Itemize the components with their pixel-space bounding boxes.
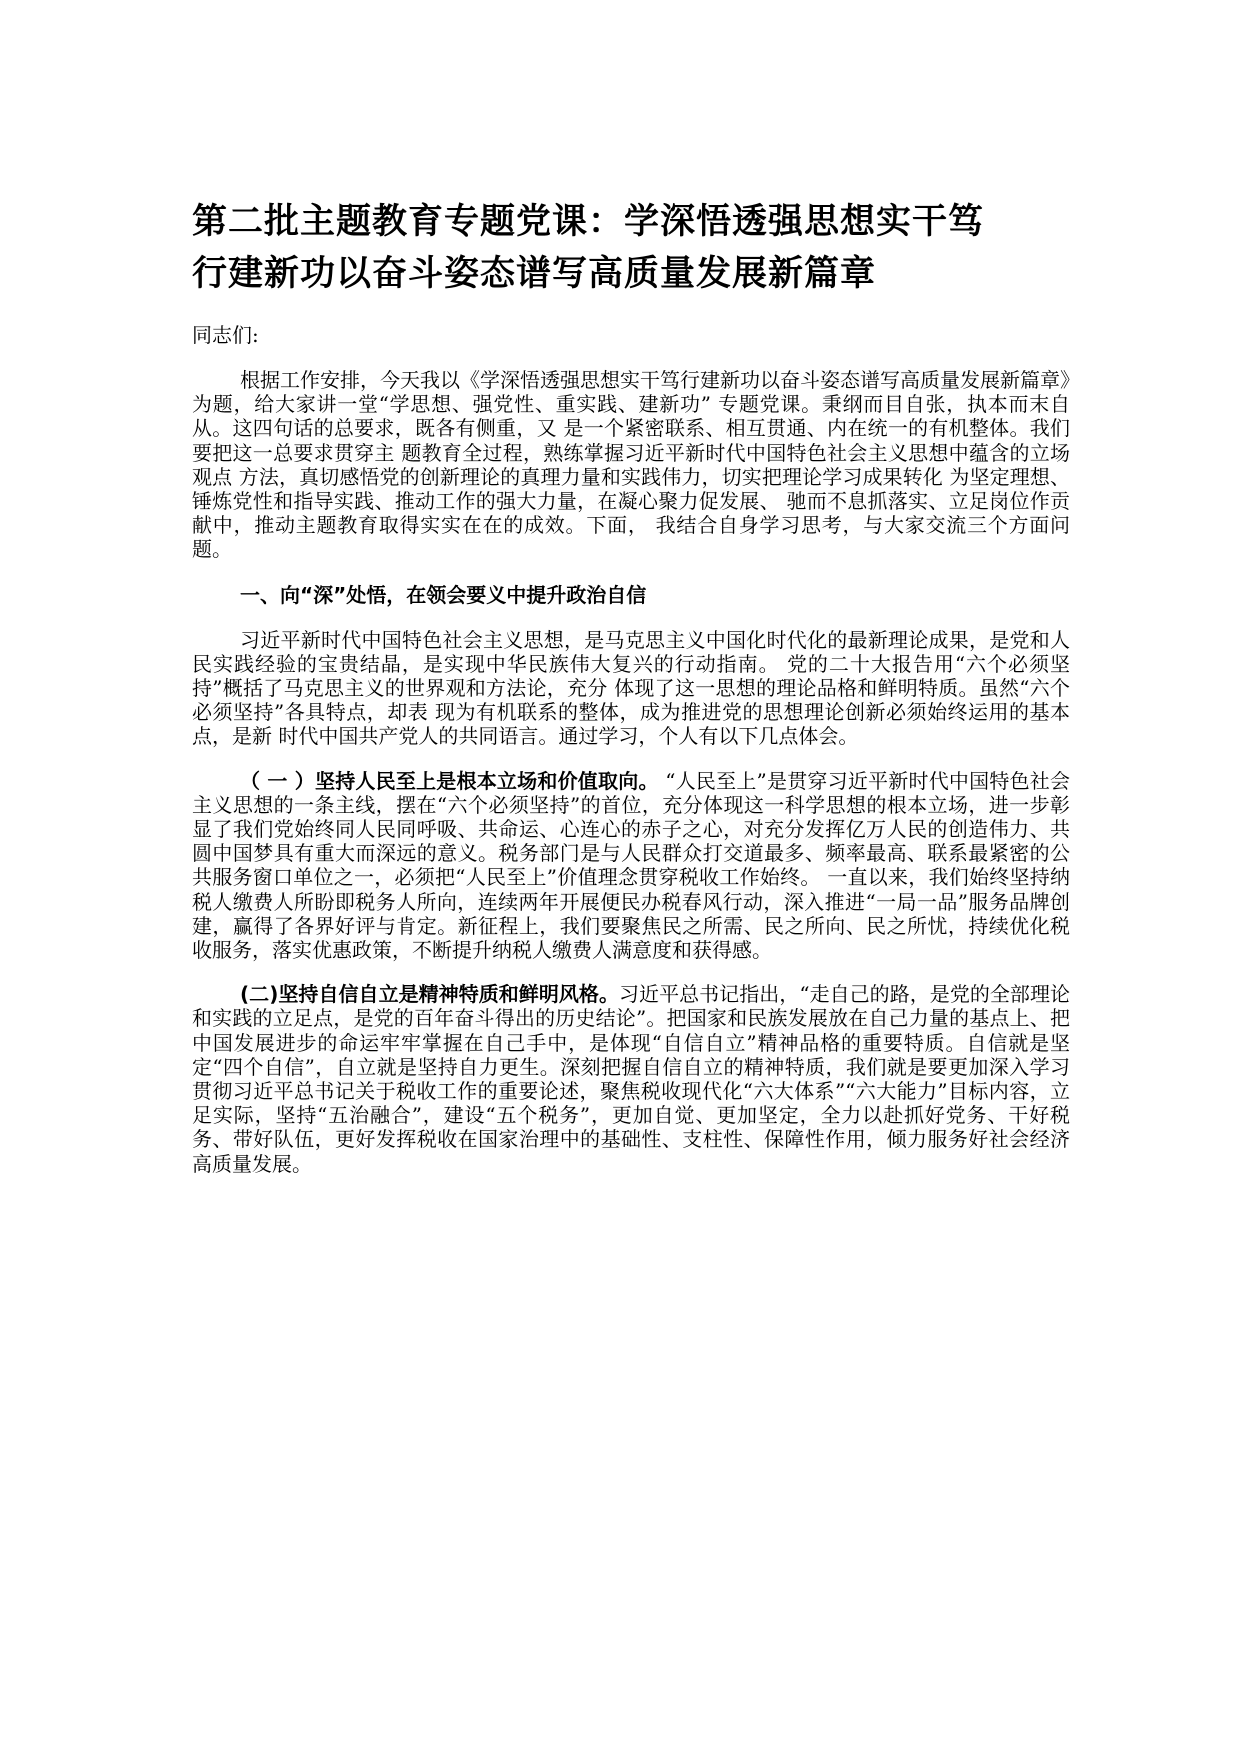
document-page xyxy=(192,196,1070,1176)
point-1-body: “人民至上”是贯穿习近平新时代中国特色社会主义思想的一条主线，摆在“六个必须坚持”的首位，充分体现这一科学思想的根本立场，进一步彰显了我们党始终同人民同呼吸、共命运、心连心的赤子之心，对充分发挥亿万人民的创造伟力、共圆中国梦具有重大而深远的意义。税务部门是与人民群众打交道最多、频率最高、联系最紧密的公共服务窗口单位之一，必须把“人民至上”价值理念贯穿税收工作始终。 一直以来，我们始终坚持纳税人缴费人所盼即税务人所向，连续两年开展便民办税春风行动，深入推进“一局一品”服务品牌创建，赢得了各界好评与肯定。新征程上，我们要聚焦民之所需、民之所向、民之所忧，持续优化税收服务，落实优惠政策，不断提升纳税人缴费人满意度和获得感。 xyxy=(192,768,1070,963)
section-1-paragraph: 习近平新时代中国特色社会主义思想，是马克思主义中国化时代化的最新理论成果，是党和人民实践经验的宝贵结晶，是实现中华民族伟大复兴的行动指南。 党的二十大报告用“六个必须坚持”概括了马克思主义的世界观和方法论，充分 体现了这一思想的理论品格和鲜明特质。虽然“六个必须坚持”各具特点，却表 现为有机联系的整体，成为推进党的思想理论创新必须始终运用的基本点，是新 时代中国共产党人的共同语言。通过学习，个人有以下几点体会。 xyxy=(192,627,1070,749)
document-title xyxy=(192,196,1070,300)
point-2-body: 习近平总书记指出，“走自己的路，是党的全部理论和实践的立足点，是党的百年奋斗得出的历史结论”。把国家和民族发展放在自己力量的基点上、把中国发展进步的命运牢牢掌握在自己手中，是体现“自信自立”精神品格的重要特质。自信就是坚定“四个自信”，自立就是坚持自力更生。深刻把握自信自立的精神特质，我们就是要更加深入学习贯彻习近平总书记关于税收工作的重要论述，聚焦税收现代化“六大体系”“六大能力”目标内容，立足实际，坚持“五治融合”，建设“五个税务”，更加自觉、更加坚定，全力以赴抓好党务、干好税务、带好队伍，更好发挥税收在国家治理中的基础性、支柱性、保障性作用，倾力服务好社会经济高质量发展。 xyxy=(192,982,1071,1176)
point-1-paragraph xyxy=(192,769,1070,963)
point-2-lead: (二)坚持自信自立是精神特质和鲜明风格。 xyxy=(240,982,619,1007)
intro-paragraph: 根据工作安排，今天我以《学深悟透强思想实干笃行建新功以奋斗姿态谱写高质量发展新篇章》为题，给大家讲一堂“学思想、强党性、重实践、建新功” 专题党课。秉纲而目自张，执本而末自从。这四句话的总要求，既各有侧重，又 是一个紧密联系、相互贯通、内在统一的有机整体。我们要把这一总要求贯穿主 题教育全过程，熟练掌握习近平新时代中国特色社会主义思想中蕴含的立场观点 方法，真切感悟党的创新理论的真理力量和实践伟力，切实把理论学习成果转化 为坚定理想、锤炼党性和指导实践、推动工作的强大力量，在凝心聚力促发展、 驰而不息抓落实、立足岗位作贡献中，推动主题教育取得实实在在的成效。下面， 我结合自身学习思考，与大家交流三个方面问题。 xyxy=(192,368,1070,562)
point-1-lead: （ 一 ）坚持人民至上是根本立场和价值取向。 xyxy=(240,768,659,793)
title-line-2: 行建新功以奋斗姿态谱写高质量发展新篇章 xyxy=(192,254,877,294)
title-line-1: 第二批主题教育专题党课：学深悟透强思想实干笃 xyxy=(192,202,985,242)
point-2-paragraph xyxy=(192,982,1070,1176)
greeting: 同志们: xyxy=(192,323,259,347)
section-1-heading: 一、向“深”处悟，在领会要义中提升政治自信 xyxy=(240,582,647,607)
